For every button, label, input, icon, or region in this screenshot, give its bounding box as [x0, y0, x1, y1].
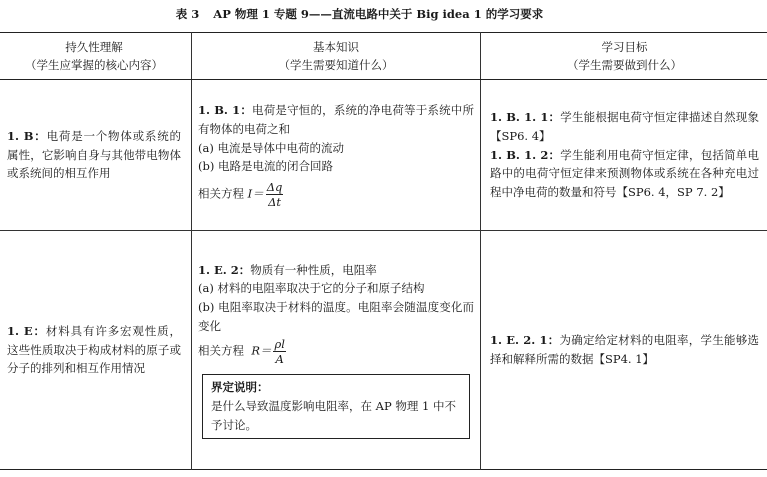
objectives-cell-1e2 [481, 231, 767, 470]
knowledge-item-a: (a) 材料的电阻率取决于它的分子和原子结构 [198, 281, 425, 296]
header-understanding-title: 持久性理解 [65, 40, 123, 54]
understanding-code: 1. E： [7, 324, 46, 339]
understanding-text: 电荷是一个物体或系统的属性，它影响自身与其他带电物体或系统间的相互作用 [7, 129, 182, 181]
knowledge-statement [198, 261, 474, 280]
knowledge-statement [198, 101, 474, 138]
objective-code: 1. E. 2. 1： [490, 333, 560, 348]
requirements-table [0, 32, 767, 470]
equation-denominator: Δt [268, 194, 281, 209]
objectives-cell-1b1 [481, 80, 767, 231]
understanding-code: 1. B： [7, 129, 47, 144]
knowledge-text: 物质有一种性质，电阻率 [250, 262, 377, 277]
header-understanding-subtitle: （学生应掌握的核心内容） [25, 58, 163, 72]
table-title: AP 物理 1 专题 9——直流电路中关于 Big idea 1 的学习要求 [213, 7, 544, 21]
table-number: 表 3 [175, 7, 200, 21]
equation-numerator: Δq [266, 179, 283, 194]
objective-text: 学生能根据电荷守恒定律描述自然现象【SP6. 4】 [490, 110, 760, 144]
objective-item [490, 146, 759, 202]
understanding-text: 材料具有许多宏观性质，这些性质取决于构成材料的原子或分子的排列和相互作用情况 [7, 324, 182, 376]
header-knowledge [192, 33, 481, 80]
objective-text: 学生能利用电荷守恒定律，包括简单电路中的电荷守恒定律来预测物体或系统在各种充电过程中净电荷的数量和符号【SP6. 4，SP 7. 2】 [490, 147, 760, 199]
boundary-statement-box [202, 374, 470, 439]
equation-numerator: ρl [274, 337, 285, 352]
equation-lhs: I＝ [247, 186, 264, 201]
knowledge-code: 1. B. 1： [198, 103, 253, 118]
knowledge-item-a: (a) 电流是导体中电荷的流动 [198, 140, 344, 155]
knowledge-code: 1. E. 2： [198, 262, 251, 277]
header-knowledge-subtitle: （学生需要知道什么） [278, 58, 394, 72]
knowledge-text: 电荷是守恒的，系统的净电荷等于系统中所有物体的电荷之和 [198, 103, 474, 136]
boundary-title: 界定说明： [211, 380, 269, 395]
header-objectives [481, 33, 767, 80]
header-row [0, 33, 767, 80]
related-equation [198, 180, 474, 209]
header-understanding [0, 33, 192, 80]
understanding-cell-1b [0, 80, 192, 231]
knowledge-cell-1b1 [192, 80, 481, 231]
equation-fraction [273, 337, 285, 366]
header-objectives-subtitle: （学生需要做到什么） [567, 58, 682, 72]
equation-lhs: R＝ [251, 343, 272, 358]
boundary-text: 是什么导致温度影响电阻率，在 AP 物理 1 中不予讨论。 [211, 399, 456, 433]
knowledge-item-b: (b) 电阻率取决于材料的温度。电阻率会随温度变化而变化 [198, 300, 474, 333]
knowledge-item-b: (b) 电路是电流的闭合回路 [198, 159, 333, 174]
header-objectives-title: 学习目标 [601, 40, 648, 54]
equation-fraction [266, 180, 284, 209]
equation-denominator: A [275, 352, 284, 367]
objective-code: 1. B. 1. 1： [490, 110, 561, 125]
objective-code: 1. B. 1. 2： [490, 147, 561, 162]
table-caption [0, 6, 719, 22]
header-knowledge-title: 基本知识 [313, 40, 359, 54]
knowledge-cell-1e2 [192, 231, 481, 470]
table-row [0, 80, 767, 231]
objective-item [490, 108, 759, 145]
equation-label: 相关方程 [198, 186, 244, 201]
table-row [0, 231, 767, 470]
equation-label: 相关方程 [198, 343, 244, 358]
related-equation [198, 337, 474, 366]
understanding-cell-1e [0, 231, 192, 470]
objective-text: 为确定给定材料的电阻率，学生能够选择和解释所需的数据【SP4. 1】 [490, 333, 759, 366]
